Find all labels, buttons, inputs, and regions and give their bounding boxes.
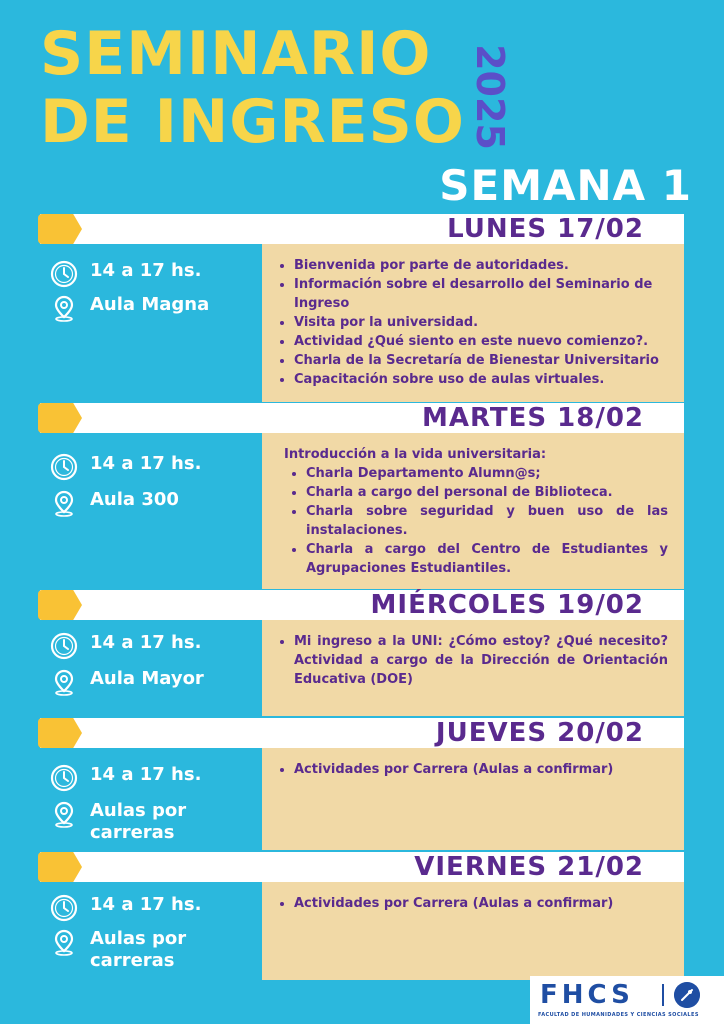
time-row — [50, 764, 201, 792]
location-pin-icon — [50, 489, 78, 517]
location-pin-icon — [50, 294, 78, 322]
place-row — [50, 800, 220, 844]
day-header-bar — [40, 718, 684, 748]
activity-item: • Información sobre el desarrollo del Seminario de Ingreso — [294, 275, 668, 313]
time-text: 14 a 17 hs. — [90, 632, 202, 653]
place-text: Aulas por carreras — [90, 928, 187, 971]
day-content-panel — [262, 620, 684, 716]
activity-item: • Charla Departamento Alumn@s; — [306, 464, 668, 483]
place-text: Aula 300 — [90, 489, 179, 510]
time-text: 14 a 17 hs. — [90, 453, 202, 474]
title-line-2: DE INGRESO — [40, 87, 465, 157]
time-row — [50, 453, 201, 481]
location-pin-icon — [50, 928, 78, 956]
clock-icon — [50, 894, 78, 922]
day-tab-arrow — [38, 718, 82, 748]
location-pin-icon — [50, 800, 78, 828]
clock-icon — [50, 260, 78, 288]
activities — [276, 445, 668, 578]
fhcs-logo — [530, 976, 724, 1024]
activity-item: • Actividades por Carrera (Aulas a confirmar) — [294, 894, 668, 913]
day-content-panel — [262, 433, 684, 589]
activity-list — [276, 760, 668, 779]
place-text: Aulas por carreras — [90, 800, 187, 843]
day-name: MARTES 18/02 — [422, 403, 644, 433]
activity-list — [276, 632, 668, 689]
time-row — [50, 894, 201, 922]
logo-divider — [662, 984, 664, 1006]
year-text: 2025 — [468, 44, 513, 150]
day-tab-arrow — [38, 590, 82, 620]
location-pin-icon — [50, 668, 78, 696]
activity-list — [276, 894, 668, 913]
activity-item: • Charla sobre seguridad y buen uso de las instalaciones. — [306, 502, 668, 540]
time-text: 14 a 17 hs. — [90, 894, 202, 915]
activity-item: • Charla a cargo del personal de Biblioteca. — [306, 483, 668, 502]
week-title: SEMANA 1 — [439, 161, 692, 210]
logo-emblem-icon — [674, 982, 700, 1008]
day-header-bar — [40, 852, 684, 882]
day-info-panel — [40, 244, 262, 402]
day-name: VIERNES 21/02 — [414, 852, 644, 882]
clock-icon — [50, 764, 78, 792]
activity-item: • Charla de la Secretaría de Bienestar Universitario — [294, 351, 668, 370]
place-row — [50, 489, 179, 517]
place-text: Aula Mayor — [90, 668, 204, 689]
activity-list — [276, 464, 668, 578]
activity-item: • Charla a cargo del Centro de Estudiantes y Agrupaciones Estudiantiles. — [306, 540, 668, 578]
clock-icon — [50, 453, 78, 481]
day-name: JUEVES 20/02 — [435, 718, 644, 748]
day-tab-arrow — [38, 403, 82, 433]
activities — [276, 632, 668, 689]
year-vertical — [468, 32, 513, 162]
day-header-bar — [40, 403, 684, 433]
activity-item: • Visita por la universidad. — [294, 313, 668, 332]
place-row — [50, 928, 220, 972]
day-tab-arrow — [38, 852, 82, 882]
logo-subtitle: FACULTAD DE HUMANIDADES Y CIENCIAS SOCIALES — [538, 1012, 699, 1018]
activities — [276, 760, 668, 779]
day-info-panel — [40, 882, 262, 980]
logo-name: FHCS — [540, 980, 634, 1010]
time-text: 14 a 17 hs. — [90, 260, 202, 281]
time-row — [50, 260, 201, 288]
activities — [276, 894, 668, 913]
day-header-bar — [40, 590, 684, 620]
activity-item: • Capacitación sobre uso de aulas virtuales. — [294, 370, 668, 389]
day-content-panel — [262, 244, 684, 402]
day-info-panel — [40, 620, 262, 716]
day-info-panel — [40, 433, 262, 589]
time-text: 14 a 17 hs. — [90, 764, 202, 785]
clock-icon — [50, 632, 78, 660]
title-line-1: SEMINARIO — [40, 19, 432, 89]
place-row — [50, 294, 209, 322]
place-text: Aula Magna — [90, 294, 210, 315]
activities — [276, 256, 668, 389]
activity-item: • Mi ingreso a la UNI: ¿Cómo estoy? ¿Qué necesito? Actividad a cargo de la Dirección de Orientación Educativa (DOE) — [294, 632, 668, 689]
day-content-panel — [262, 882, 684, 980]
activity-item: • Actividades por Carrera (Aulas a confirmar) — [294, 760, 668, 779]
day-name: LUNES 17/02 — [447, 214, 644, 244]
day-name: MIÉRCOLES 19/02 — [370, 590, 644, 620]
time-row — [50, 632, 201, 660]
day-tab-arrow — [38, 214, 82, 244]
day-content-panel — [262, 748, 684, 850]
place-row — [50, 668, 204, 696]
day-header-bar — [40, 214, 684, 244]
activity-list — [276, 256, 668, 389]
day-info-panel — [40, 748, 262, 850]
activity-item: • Bienvenida por parte de autoridades. — [294, 256, 668, 275]
activity-intro: Introducción a la vida universitaria: — [284, 447, 547, 462]
activity-item: • Actividad ¿Qué siento en este nuevo comienzo?. — [294, 332, 668, 351]
